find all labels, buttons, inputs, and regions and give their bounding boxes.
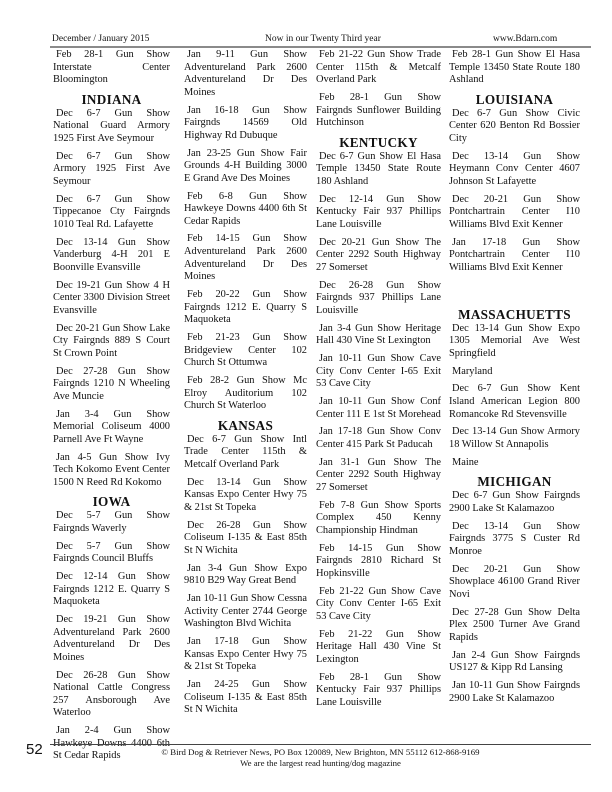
tagline: Now in our Twenty Third year — [265, 34, 381, 44]
show-listing: Dec 5-7 Gun Show Fairgnds Council Bluffs — [53, 540, 170, 565]
show-listing: Dec 6-7 Gun Show Armory 1925 First Ave Seymour — [53, 150, 170, 187]
show-listing: Jan 10-11 Gun Show Fairgnds 2900 Lake St Kalamazoo — [449, 680, 580, 704]
show-listing: Dec 13-14 Gun Show Expo 1305 Memorial Ave West Springfield — [449, 322, 580, 359]
show-listing: Dec 6-7 Gun Show El Hasa Temple 13450 State Route 180 Ashland — [316, 150, 441, 187]
page-number: 52 — [26, 741, 43, 758]
state-heading: MASSACHUETTS — [458, 306, 571, 322]
show-listing: Dec 13-14 Gun Show Heymann Conv Center 4607 Johnson St Lafayette — [449, 150, 580, 187]
show-listing: Dec 13-14 Gun Show Kansas Expo Center Hwy 75 & 21st St Topeka — [184, 476, 307, 513]
show-listing: Feb 7-8 Gun Show Sports Complex 450 Kenny Championship Hindman — [316, 499, 441, 536]
show-listing: Dec 6-7 Gun Show Kent Island American Legion 800 Romancoke Rd Stevensville — [449, 383, 580, 420]
show-listing: Maine — [452, 456, 479, 468]
show-listing: Jan 4-5 Gun Show Ivy Tech Kokomo Event Center 1500 N Reed Rd Kokomo — [53, 451, 170, 488]
show-listing: Jan 10-11 Gun Show Cessna Activity Center 2744 George Washington Blvd Wichita — [184, 593, 307, 630]
show-listing: Dec 13-14 Gun Show Armory 18 Willow St Annapolis — [449, 426, 580, 450]
show-listing: Jan 17-18 Gun Show Kansas Expo Center Hwy 75 & 21st St Topeka — [184, 636, 307, 673]
show-listing: Dec 20-21 Gun Show Pontchartrain Center I10 Williams Blvd Exit Kenner — [449, 193, 580, 230]
state-heading: KANSAS — [217, 417, 274, 433]
state-heading: KENTUCKY — [339, 134, 418, 150]
show-listing: Dec 26-28 Gun Show National Cattle Congress 257 Ansborough Ave Waterloo — [53, 669, 170, 719]
show-listing: Dec 13-14 Gun Show Fairgnds 3775 S Custer Rd Monroe — [449, 520, 580, 557]
show-listing: Feb 21-22 Gun Show Trade Center 115th & Metcalf Overland Park — [316, 49, 441, 86]
show-listing: Feb 20-22 Gun Show Fairgnds 1212 E. Quarry S Maquoketa — [184, 289, 307, 326]
state-heading: IOWA — [92, 494, 131, 510]
show-listing: Dec 27-28 Gun Show Delta Plex 2500 Turner Ave Grand Rapids — [449, 606, 580, 643]
show-listing: Jan 31-1 Gun Show The Center 2292 South Highway 27 Somerset — [316, 456, 441, 493]
show-listing: Dec 6-7 Gun Show Intl Trade Center 115th & Metcalf Overland Park — [184, 433, 307, 470]
show-listing: Dec 26-28 Gun Show Fairgnds 937 Phillips Lane Louisville — [316, 279, 441, 316]
footer-address: © Bird Dog & Retriever News, PO Box 120089, New Brighton, MN 55112 612-868-9169 — [161, 747, 480, 757]
show-listing: Jan 10-11 Gun Show Conf Center 111 E 1st St Morehead — [316, 395, 441, 420]
show-listing: Dec 19-21 Gun Show Adventureland Park 2600 Adventureland Dr Des Moines — [53, 614, 170, 663]
show-listing: Jan 17-18 Gun Show Conv Center 415 Park St Paducah — [316, 426, 441, 450]
show-listing: Feb 21-22 Gun Show Cave City Conv Center I-65 Exit 53 Cave City — [316, 585, 441, 622]
show-listing: Feb 14-15 Gun Show Adventureland Park 2600 Adventureland Dr Des Moines — [184, 233, 307, 283]
column-4 — [449, 49, 580, 710]
show-listing: Feb 28-1 Gun Show Interstate Center Bloomington — [53, 49, 170, 86]
show-listing: Dec 20-21 Gun Show The Center 2292 South Highway 27 Somerset — [316, 236, 441, 273]
state-heading: INDIANA — [81, 91, 142, 107]
footer-rule — [50, 744, 591, 745]
state-heading: MICHIGAN — [477, 474, 552, 490]
show-listing: Jan 3-4 Gun Show Memorial Coliseum 4000 Parnell Ave Ft Wayne — [53, 408, 170, 445]
show-listing: Jan 2-4 Gun Show St Cedar Rapids — [53, 725, 170, 762]
website: www.Bdarn.com — [493, 34, 558, 44]
show-listing: Dec 20-21 Gun Show Showplace 46100 Grand River Novi — [449, 563, 580, 600]
show-listing: Feb 28-1 Gun Show El Hasa Temple 13450 State Route 180 Ashland — [449, 49, 580, 86]
show-listing: Jan 24-25 Gun Show Coliseum I-135 & East 85th St N Wichita — [184, 678, 307, 716]
show-listing: Feb 21-22 Gun Show Heritage Hall 430 Vine St Lexington — [316, 628, 441, 665]
footer-slogan: We are the largest read hunting/dog magazine — [240, 758, 401, 768]
show-listing: Feb 14-15 Gun Show Fairgnds 2810 Richard St Hopkinsville — [316, 542, 441, 579]
show-listing: Dec 5-7 Gun Show Fairgnds Waverly — [53, 510, 170, 534]
show-listing: Jan 2-4 Gun Show Fairgnds US127 & Kipp Rd Lansing — [449, 649, 580, 674]
show-listing: Feb 28-1 Gun Show Kentucky Fair 937 Phillips Lane Louisville — [316, 671, 441, 708]
column-1 — [53, 49, 170, 768]
show-listing: Maryland — [452, 365, 493, 377]
show-listing: Dec 26-28 Gun Show Coliseum I-135 & East 85th St N Wichita — [184, 519, 307, 556]
show-listing: Dec 6-7 Gun Show Civic Center 620 Benton Rd Bossier City — [449, 107, 580, 144]
show-listing: Feb 6-8 Gun Show Hawkeye Downs 4400 6th St Cedar Rapids — [184, 190, 307, 227]
show-listing: Dec 6-7 Gun Show Tippecanoe Cty Fairgnds 1010 Teal Rd. Lafayette — [53, 193, 170, 230]
show-listing: Jan 9-11 Gun Show Adventureland Park 2600 Adventureland Dr Des Moines — [184, 49, 307, 98]
column-2 — [184, 49, 307, 722]
show-listing: Dec 13-14 Gun Show Vanderburg 4-H 201 E Boonville Evansville — [53, 236, 170, 273]
show-listing: Jan 3-4 Gun Show Expo 9810 B29 Way Great Bend — [184, 562, 307, 587]
show-listing: Dec 19-21 Gun Show 4 H Center 3300 Division Street Evansville — [53, 279, 170, 316]
issue-date: December / January 2015 — [52, 34, 150, 44]
show-listing: Feb 28-1 Gun Show Fairgnds Sunflower Building Hutchinson — [316, 91, 441, 129]
show-listing: Dec 27-28 Gun Show Fairgnds 1210 N Wheeling Ave Muncie — [53, 365, 170, 402]
show-listing: Jan 23-25 Gun Show Fair Grounds 4-H Building 3000 E Grand Ave Des Moines — [184, 147, 307, 184]
show-listing: Dec 20-21 Gun Show Lake Cty Fairgnds 889 S Court St Crown Point — [53, 322, 170, 359]
header-rule — [50, 46, 591, 48]
show-listing: Feb 21-23 Gun Show Bridgeview Center 102 Church St Ottumwa — [184, 332, 307, 369]
show-listing: Dec 6-7 Gun Show National Guard Armory 1925 First Ave Seymour — [53, 107, 170, 144]
show-listing: Jan 10-11 Gun Show Cave City Conv Center I-65 Exit 53 Cave City — [316, 353, 441, 390]
state-heading: LOUISIANA — [475, 91, 554, 107]
show-listing: Jan 3-4 Gun Show Heritage Hall 430 Vine St Lexington — [316, 322, 441, 347]
show-listing: Jan 17-18 Gun Show Pontchartrain Center I10 Williams Blvd Exit Kenner — [449, 236, 580, 273]
show-listing: Jan 16-18 Gun Show Fairgnds 14569 Old Highway Rd Dubuque — [184, 104, 307, 141]
column-3 — [316, 49, 441, 715]
show-listing: Dec 12-14 Gun Show Kentucky Fair 937 Phillips Lane Louisville — [316, 193, 441, 230]
show-listing: Dec 12-14 Gun Show Fairgnds 1212 E. Quarry S Maquoketa — [53, 571, 170, 608]
show-listing: Feb 28-2 Gun Show Mc Elroy Auditorium 102 Church St Waterloo — [184, 374, 307, 412]
show-listing: Dec 6-7 Gun Show Fairgnds 2900 Lake St Kalamazoo — [449, 490, 580, 514]
spacer — [449, 280, 580, 302]
